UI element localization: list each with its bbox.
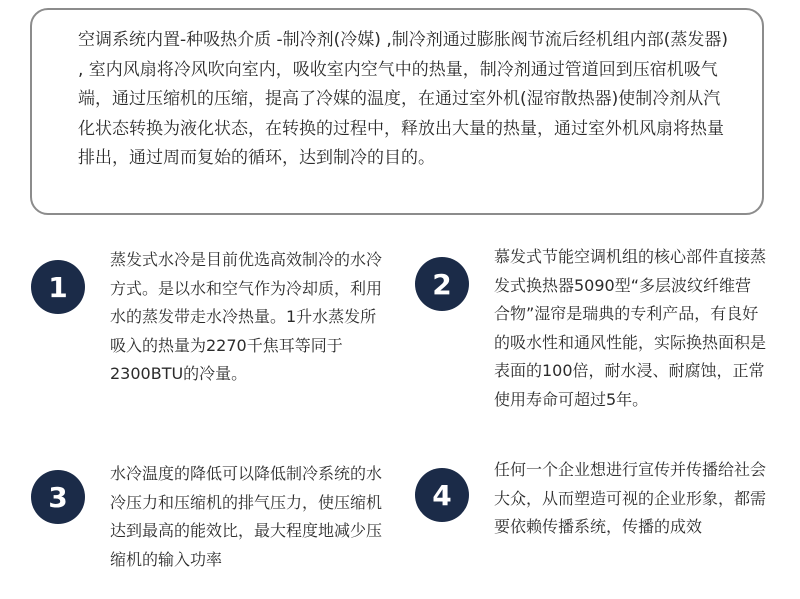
- point-1-text: 蒸发式水冷是目前优选高效制冷的水冷方式。是以水和空气作为冷却质，利用水的蒸发带走水冷热量。1升水蒸发所吸入的热量为2270千焦耳等同于2300BTU的冷量。: [110, 250, 383, 383]
- intro-box: [30, 8, 764, 215]
- point-3-number: 3: [48, 480, 68, 514]
- point-2-badge: [415, 257, 469, 311]
- point-2-text: 慕发式节能空调机组的核心部件直接蒸发式换热器5090型“多层波纹纤维营合物”湿帘是瑞典的专利产品，有良好的吸水性和通风性能，实际换热面积是表面的100倍，耐水浸、耐腐蚀，正常使用寿命可超过5年。: [494, 247, 767, 409]
- point-2-number: 2: [432, 267, 452, 301]
- point-4-badge: [415, 468, 469, 522]
- intro-text: 空调系统内置-种吸热介质 -制冷剂(冷媒) ,制冷剂通过膨胀阀节流后经机组内部(蒸发器) , 室内风扇将冷风吹向室内，吸收室内空气中的热量，制冷剂通过管道回到压宿机吸气端，通过压缩机的压缩，提高了冷媒的温度，在通过室外机(湿帘散热器)使制冷剂从汽化状态转换为液化状态，在转换的过程中，释放出大量的热量，通过室外机风扇将热量排出，通过周而复始的循环，达到制冷的目的。: [78, 30, 729, 168]
- point-1-badge: [31, 260, 85, 314]
- point-3-badge: [31, 470, 85, 524]
- point-1-number: 1: [48, 270, 68, 304]
- point-4-number: 4: [432, 478, 452, 512]
- point-4-text: 任何一个企业想进行宣传并传播给社会大众，从而塑造可视的企业形象，都需要依赖传播系统，传播的成效: [494, 460, 767, 536]
- point-3-text: 水冷温度的降低可以降低制冷系统的水冷压力和压缩机的排气压力，使压缩机达到最高的能效比，最大程度地减少压缩机的输入功率: [110, 464, 383, 569]
